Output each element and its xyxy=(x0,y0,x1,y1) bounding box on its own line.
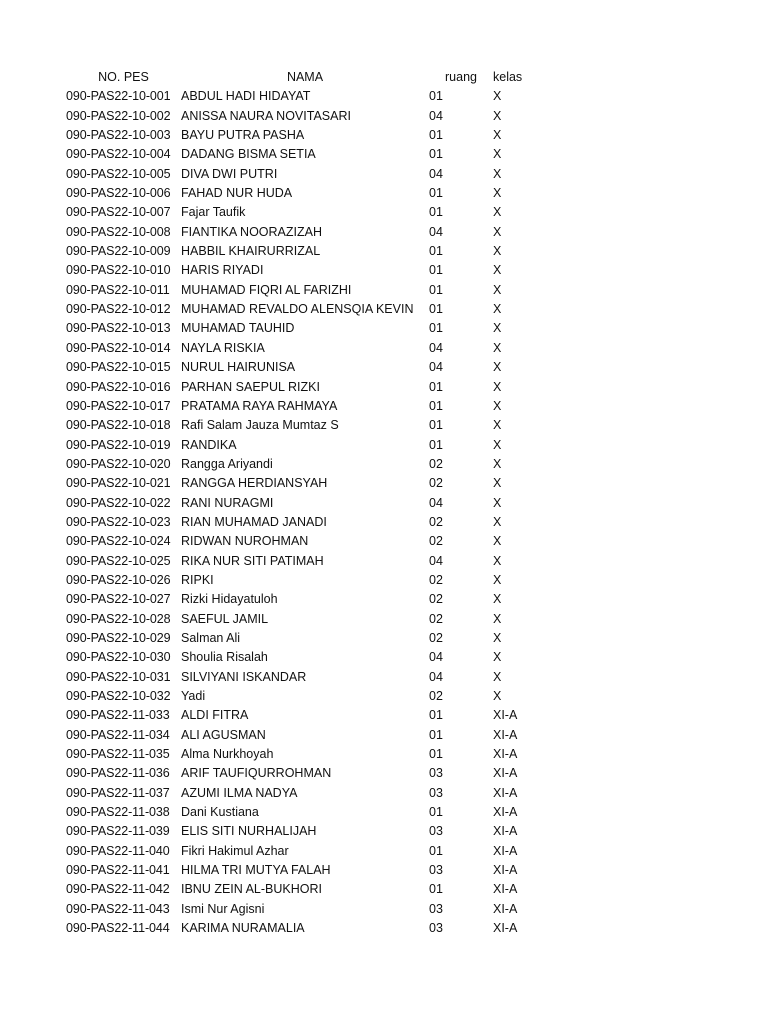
cell-nama: BAYU PUTRA PASHA xyxy=(181,128,305,143)
cell-ruang: 04 xyxy=(429,166,443,181)
cell-no-pes: 090-PAS22-11-038 xyxy=(66,805,170,820)
cell-kelas: X xyxy=(493,263,502,278)
cell-nama: KARIMA NURAMALIA xyxy=(181,921,305,936)
cell-nama: HABBIL KHAIRURRIZAL xyxy=(181,244,321,259)
cell-kelas: X xyxy=(493,592,502,607)
cell-kelas: X xyxy=(493,437,502,452)
table-row xyxy=(66,822,553,841)
cell-no-pes: 090-PAS22-10-019 xyxy=(66,437,171,452)
cell-nama: Salman Ali xyxy=(181,630,241,645)
cell-no-pes: 090-PAS22-10-008 xyxy=(66,224,171,239)
table-row xyxy=(66,880,553,899)
cell-kelas: XI-A xyxy=(493,727,518,742)
cell-nama: DIVA DWI PUTRI xyxy=(181,166,278,181)
cell-kelas: X xyxy=(493,514,502,529)
cell-ruang: 04 xyxy=(429,224,443,239)
cell-nama: SILVIYANI ISKANDAR xyxy=(181,669,307,684)
cell-no-pes: 090-PAS22-10-001 xyxy=(66,89,171,104)
cell-kelas: X xyxy=(493,360,502,375)
cell-no-pes: 090-PAS22-10-024 xyxy=(66,534,171,549)
table-row xyxy=(66,474,553,493)
cell-ruang: 04 xyxy=(429,340,443,355)
table-row xyxy=(66,745,553,764)
cell-kelas: X xyxy=(493,224,502,239)
cell-kelas: X xyxy=(493,379,502,394)
cell-ruang: 01 xyxy=(429,882,443,897)
cell-no-pes: 090-PAS22-10-009 xyxy=(66,244,171,259)
table-row xyxy=(66,358,553,377)
cell-ruang: 04 xyxy=(429,495,443,510)
table-row xyxy=(66,687,553,706)
table-row xyxy=(66,900,553,919)
cell-nama: HILMA TRI MUTYA FALAH xyxy=(181,863,331,878)
cell-kelas: XI-A xyxy=(493,824,518,839)
cell-ruang: 02 xyxy=(429,514,443,529)
cell-kelas: XI-A xyxy=(493,901,518,916)
cell-kelas: XI-A xyxy=(493,843,518,858)
cell-ruang: 01 xyxy=(429,147,443,162)
cell-kelas: X xyxy=(493,418,502,433)
cell-ruang: 01 xyxy=(429,263,443,278)
cell-no-pes: 090-PAS22-10-018 xyxy=(66,418,171,433)
cell-ruang: 02 xyxy=(429,592,443,607)
cell-kelas: X xyxy=(493,398,502,413)
cell-ruang: 03 xyxy=(429,863,443,878)
cell-nama: MUHAMAD FIQRI AL FARIZHI xyxy=(181,282,352,297)
cell-ruang: 03 xyxy=(429,785,443,800)
table-row xyxy=(66,784,553,803)
cell-kelas: X xyxy=(493,321,502,336)
table-row xyxy=(66,397,553,416)
table-row xyxy=(66,610,553,629)
cell-kelas: X xyxy=(493,669,502,684)
cell-no-pes: 090-PAS22-10-029 xyxy=(66,630,171,645)
cell-ruang: 03 xyxy=(429,901,443,916)
cell-no-pes: 090-PAS22-10-002 xyxy=(66,108,171,123)
cell-no-pes: 090-PAS22-10-022 xyxy=(66,495,171,510)
table-row xyxy=(66,552,553,571)
cell-kelas: X xyxy=(493,630,502,645)
cell-kelas: XI-A xyxy=(493,921,518,936)
table-row xyxy=(66,842,553,861)
cell-ruang: 02 xyxy=(429,630,443,645)
cell-nama: Rizki Hidayatuloh xyxy=(181,592,278,607)
table-row xyxy=(66,184,553,203)
cell-ruang: 01 xyxy=(429,805,443,820)
cell-nama: FAHAD NUR HUDA xyxy=(181,186,293,201)
cell-no-pes: 090-PAS22-10-027 xyxy=(66,592,171,607)
cell-nama: ELIS SITI NURHALIJAH xyxy=(181,824,317,839)
table-body xyxy=(66,87,553,938)
cell-no-pes: 090-PAS22-11-041 xyxy=(66,863,170,878)
cell-ruang: 02 xyxy=(429,534,443,549)
cell-ruang: 01 xyxy=(429,282,443,297)
cell-nama: SAEFUL JAMIL xyxy=(181,611,269,626)
cell-kelas: X xyxy=(493,553,502,568)
table-row xyxy=(66,629,553,648)
table-row xyxy=(66,648,553,667)
cell-no-pes: 090-PAS22-10-020 xyxy=(66,456,171,471)
cell-ruang: 01 xyxy=(429,205,443,220)
cell-kelas: X xyxy=(493,108,502,123)
table-row xyxy=(66,339,553,358)
cell-nama: PRATAMA RAYA RAHMAYA xyxy=(181,398,338,413)
cell-ruang: 01 xyxy=(429,708,443,723)
cell-ruang: 01 xyxy=(429,398,443,413)
cell-kelas: XI-A xyxy=(493,747,518,762)
table-row xyxy=(66,300,553,319)
cell-nama: RIPKI xyxy=(181,572,214,587)
table-row xyxy=(66,706,553,725)
cell-no-pes: 090-PAS22-10-016 xyxy=(66,379,171,394)
table-row xyxy=(66,281,553,300)
cell-kelas: XI-A xyxy=(493,785,518,800)
cell-no-pes: 090-PAS22-10-030 xyxy=(66,650,171,665)
header-no-pes: NO. PES xyxy=(98,70,149,84)
cell-kelas: X xyxy=(493,302,502,317)
cell-nama: Rafi Salam Jauza Mumtaz S xyxy=(181,418,339,433)
table-row xyxy=(66,165,553,184)
cell-nama: ABDUL HADI HIDAYAT xyxy=(181,89,311,104)
cell-kelas: XI-A xyxy=(493,805,518,820)
cell-ruang: 01 xyxy=(429,186,443,201)
cell-nama: FIANTIKA NOORAZIZAH xyxy=(181,224,322,239)
cell-nama: Ismi Nur Agisni xyxy=(181,901,265,916)
cell-no-pes: 090-PAS22-11-039 xyxy=(66,824,170,839)
participant-table xyxy=(66,68,553,938)
cell-nama: RIKA NUR SITI PATIMAH xyxy=(181,553,324,568)
cell-kelas: X xyxy=(493,244,502,259)
table-row xyxy=(66,861,553,880)
cell-ruang: 01 xyxy=(429,418,443,433)
cell-no-pes: 090-PAS22-10-012 xyxy=(66,302,171,317)
cell-nama: PARHAN SAEPUL RIZKI xyxy=(181,379,320,394)
cell-nama: Fajar Taufik xyxy=(181,205,246,220)
cell-ruang: 01 xyxy=(429,321,443,336)
cell-no-pes: 090-PAS22-10-005 xyxy=(66,166,171,181)
table-row xyxy=(66,87,553,106)
cell-no-pes: 090-PAS22-10-015 xyxy=(66,360,171,375)
cell-nama: ALI AGUSMAN xyxy=(181,727,266,742)
table-row xyxy=(66,242,553,261)
cell-nama: ANISSA NAURA NOVITASARI xyxy=(181,108,351,123)
cell-kelas: X xyxy=(493,689,502,703)
cell-kelas: X xyxy=(493,456,502,471)
cell-ruang: 03 xyxy=(429,921,443,936)
cell-ruang: 01 xyxy=(429,747,443,762)
cell-nama: ARIF TAUFIQURROHMAN xyxy=(181,766,332,781)
cell-ruang: 04 xyxy=(429,360,443,375)
cell-ruang: 03 xyxy=(429,824,443,839)
cell-ruang: 01 xyxy=(429,244,443,259)
cell-no-pes: 090-PAS22-11-033 xyxy=(66,708,170,723)
cell-ruang: 04 xyxy=(429,108,443,123)
cell-no-pes: 090-PAS22-10-032 xyxy=(66,689,171,703)
cell-kelas: X xyxy=(493,205,502,220)
cell-ruang: 01 xyxy=(429,843,443,858)
cell-kelas: X xyxy=(493,611,502,626)
cell-ruang: 04 xyxy=(429,669,443,684)
cell-ruang: 04 xyxy=(429,650,443,665)
cell-nama: Yadi xyxy=(181,689,206,703)
cell-ruang: 02 xyxy=(429,611,443,626)
cell-no-pes: 090-PAS22-10-021 xyxy=(66,476,171,491)
cell-kelas: X xyxy=(493,147,502,162)
table-row xyxy=(66,126,553,145)
cell-nama: Dani Kustiana xyxy=(181,805,259,820)
cell-ruang: 02 xyxy=(429,456,443,471)
cell-kelas: X xyxy=(493,186,502,201)
cell-no-pes: 090-PAS22-10-017 xyxy=(66,398,171,413)
table-row xyxy=(66,455,553,474)
cell-kelas: X xyxy=(493,534,502,549)
cell-no-pes: 090-PAS22-10-023 xyxy=(66,514,171,529)
cell-nama: RIAN MUHAMAD JANADI xyxy=(181,514,327,529)
cell-no-pes: 090-PAS22-11-040 xyxy=(66,843,170,858)
cell-ruang: 02 xyxy=(429,476,443,491)
cell-no-pes: 090-PAS22-10-006 xyxy=(66,186,171,201)
cell-no-pes: 090-PAS22-10-013 xyxy=(66,321,171,336)
cell-nama: Shoulia Risalah xyxy=(181,650,268,665)
cell-nama: HARIS RIYADI xyxy=(181,263,264,278)
cell-no-pes: 090-PAS22-10-031 xyxy=(66,669,171,684)
cell-no-pes: 090-PAS22-10-010 xyxy=(66,263,171,278)
cell-nama: MUHAMAD REVALDO ALENSQIA KEVIN xyxy=(181,302,414,317)
table-row xyxy=(66,436,553,455)
cell-ruang: 01 xyxy=(429,727,443,742)
cell-no-pes: 090-PAS22-10-026 xyxy=(66,572,171,587)
table-row xyxy=(66,494,553,513)
table-row xyxy=(66,261,553,280)
cell-nama: IBNU ZEIN AL-BUKHORI xyxy=(181,882,322,897)
cell-no-pes: 090-PAS22-10-003 xyxy=(66,128,171,143)
cell-no-pes: 090-PAS22-10-007 xyxy=(66,205,171,220)
cell-ruang: 02 xyxy=(429,572,443,587)
cell-kelas: X xyxy=(493,166,502,181)
cell-no-pes: 090-PAS22-10-028 xyxy=(66,611,171,626)
table-row xyxy=(66,319,553,338)
cell-nama: NURUL HAIRUNISA xyxy=(181,360,296,375)
cell-no-pes: 090-PAS22-11-044 xyxy=(66,921,170,936)
cell-nama: Alma Nurkhoyah xyxy=(181,747,274,762)
cell-nama: RANI NURAGMI xyxy=(181,495,274,510)
cell-kelas: X xyxy=(493,572,502,587)
cell-ruang: 01 xyxy=(429,89,443,104)
cell-nama: Fikri Hakimul Azhar xyxy=(181,843,289,858)
cell-kelas: X xyxy=(493,650,502,665)
table-row xyxy=(66,145,553,164)
table-row xyxy=(66,107,553,126)
cell-kelas: X xyxy=(493,89,502,104)
table-row xyxy=(66,668,553,687)
cell-ruang: 02 xyxy=(429,689,443,703)
cell-no-pes: 090-PAS22-10-014 xyxy=(66,340,171,355)
cell-nama: NAYLA RISKIA xyxy=(181,340,265,355)
cell-no-pes: 090-PAS22-11-043 xyxy=(66,901,170,916)
cell-kelas: X xyxy=(493,282,502,297)
cell-kelas: XI-A xyxy=(493,863,518,878)
cell-no-pes: 090-PAS22-10-004 xyxy=(66,147,171,162)
cell-no-pes: 090-PAS22-11-034 xyxy=(66,727,170,742)
header-nama: NAMA xyxy=(286,70,324,84)
cell-kelas: X xyxy=(493,476,502,491)
cell-nama: RIDWAN NUROHMAN xyxy=(181,534,309,549)
cell-no-pes: 090-PAS22-10-025 xyxy=(66,553,171,568)
cell-nama: Rangga Ariyandi xyxy=(181,456,273,471)
cell-kelas: XI-A xyxy=(493,766,518,781)
cell-ruang: 01 xyxy=(429,379,443,394)
table-row xyxy=(66,203,553,222)
table-row xyxy=(66,416,553,435)
table-row xyxy=(66,803,553,822)
cell-kelas: X xyxy=(493,495,502,510)
cell-nama: RANGGA HERDIANSYAH xyxy=(181,476,328,491)
table-row xyxy=(66,378,553,397)
cell-ruang: 04 xyxy=(429,553,443,568)
cell-kelas: XI-A xyxy=(493,882,518,897)
cell-nama: RANDIKA xyxy=(181,437,237,452)
cell-no-pes: 090-PAS22-11-042 xyxy=(66,882,170,897)
table-row xyxy=(66,532,553,551)
cell-ruang: 01 xyxy=(429,128,443,143)
cell-no-pes: 090-PAS22-11-035 xyxy=(66,747,170,762)
table-row xyxy=(66,223,553,242)
header-ruang: ruang xyxy=(445,70,477,84)
table-row xyxy=(66,726,553,745)
cell-no-pes: 090-PAS22-11-036 xyxy=(66,766,170,781)
table-header-row xyxy=(66,68,553,87)
cell-kelas: X xyxy=(493,340,502,355)
cell-no-pes: 090-PAS22-10-011 xyxy=(66,282,170,297)
cell-nama: ALDI FITRA xyxy=(181,708,249,723)
cell-nama: AZUMI ILMA NADYA xyxy=(181,785,298,800)
header-kelas: kelas xyxy=(493,70,523,84)
cell-kelas: XI-A xyxy=(493,708,518,723)
cell-ruang: 03 xyxy=(429,766,443,781)
table-row xyxy=(66,513,553,532)
cell-ruang: 01 xyxy=(429,437,443,452)
cell-kelas: X xyxy=(493,128,502,143)
cell-nama: DADANG BISMA SETIA xyxy=(181,147,316,162)
table-row xyxy=(66,590,553,609)
table-row xyxy=(66,764,553,783)
cell-nama: MUHAMAD TAUHID xyxy=(181,321,295,336)
table-row xyxy=(66,919,553,938)
cell-no-pes: 090-PAS22-11-037 xyxy=(66,785,170,800)
table-row xyxy=(66,571,553,590)
cell-ruang: 01 xyxy=(429,302,443,317)
